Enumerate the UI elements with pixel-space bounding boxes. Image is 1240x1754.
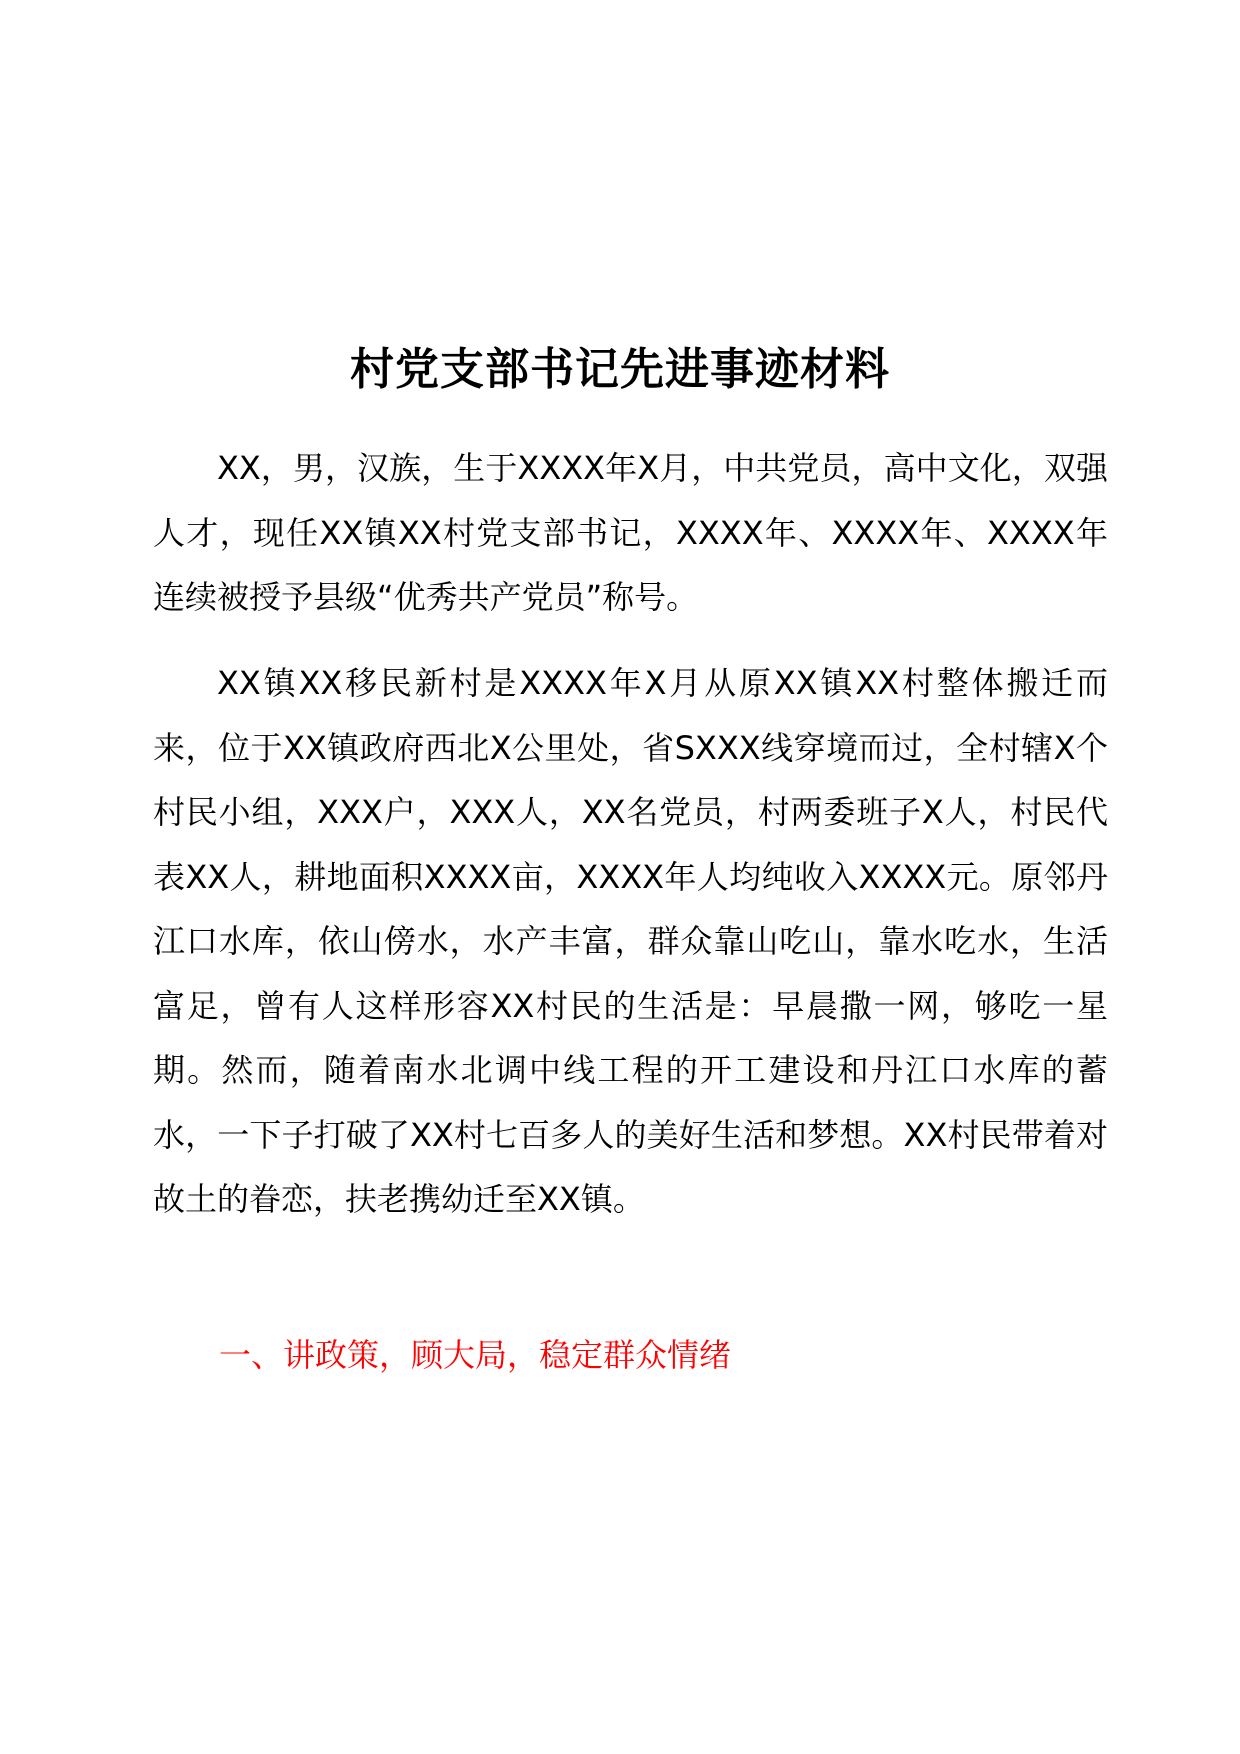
document-title: 村党支部书记先进事迹材料 — [350, 344, 890, 395]
paragraph-village-background: XX镇XX移民新村是XXXX年X月从原XX镇XX村整体搬迁而来，位于XX镇政府西北X公里处，省SXXX线穿境而过，全村辖X个村民小组，XXX户，XXX人，XX名党员，村两委班子X人，村民代表XX人，耕地面积XXXX亩，XXXX年人均纯收入XXXX元。原邻丹江口水库，依山傍水，水产丰富，群众靠山吃山，靠水吃水，生活富足，曾有人这样形容XX村民的生活是：早晨撒一网，够吃一星期。然而，随着南水北调中线工程的开工建设和丹江口水库的蓄水，一下子打破了XX村七百多人的美好生活和梦想。XX村民带着对故土的眷恋，扶老携幼迁至XX镇。 — [153, 664, 1108, 1218]
section-heading: 一、讲政策，顾大局，稳定群众情绪 — [219, 1336, 732, 1374]
paragraph-intro: XX，男，汉族，生于XXXX年X月，中共党员，高中文化，双强人才，现任XX镇XX村党支部书记，XXXX年、XXXX年、XXXX年连续被授予县级“优秀共产党员”称号。 — [153, 449, 1108, 616]
